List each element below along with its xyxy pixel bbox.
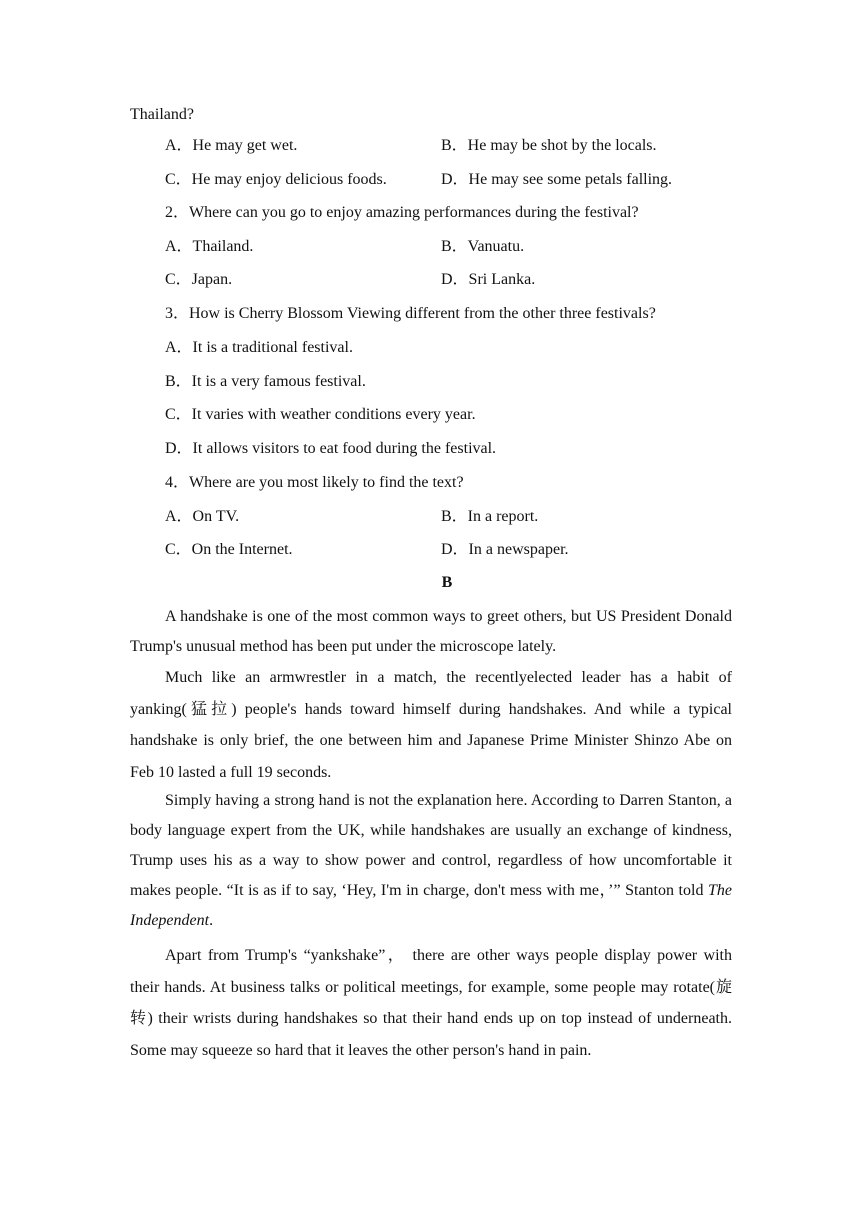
q4-option-d: D．In a newspaper. (441, 541, 569, 558)
q1-option-c: C．He may enjoy delicious foods. (165, 171, 387, 188)
q3-stem: 3．How is Cherry Blossom Viewing different from the other three festivals? (165, 305, 656, 322)
section-b-title: B (441, 574, 453, 591)
q2-option-c: C．Japan. (165, 271, 233, 288)
q2-option-b: B．Vanuatu. (441, 238, 525, 255)
q3-option-b: B．It is a very famous festival. (165, 373, 366, 390)
q1-option-b: B．He may be shot by the locals. (441, 137, 657, 154)
paragraph-1 (130, 602, 732, 662)
q4-option-c: C．On the Internet. (165, 541, 293, 558)
source-publication: The Independent (130, 882, 732, 929)
paragraph-3-main: Simply having a strong hand is not the explanation here. According to Darren Stanton, a body language expert from the UK, while handshakes are usually an exchange of kindness, Trump uses his as a way to show power and control, regardless of how uncomfortable it makes people. “It is as if to say, ‘Hey, I'm in charge, don't mess with me，’” Stanton told (130, 792, 732, 899)
paragraph-1-text: A handshake is one of the most common ways to greet others, but US President Donald Trump's unusual method has been put under the microscope lately. (130, 608, 732, 655)
q4-option-b: B．In a report. (441, 508, 539, 525)
paragraph-2-text: Much like an armwrestler in a match, the recentlyelected leader has a habit of yanking(猛拉) people's hands toward himself during handshakes. And while a typical handshake is only brief, the one between him and Japanese Prime Minister Shinzo Abe on Feb 10 lasted a full 19 seconds. (130, 669, 732, 781)
q3-option-d: D．It allows visitors to eat food during the festival. (165, 440, 497, 457)
q2-option-a: A．Thailand. (165, 238, 254, 255)
q4-option-a: A．On TV. (165, 508, 240, 525)
q4-stem: 4．Where are you most likely to find the text? (165, 474, 464, 491)
q1-stem-tail: Thailand? (130, 106, 194, 123)
q3-option-a: A．It is a traditional festival. (165, 339, 353, 356)
paragraph-3-end: . (209, 912, 214, 929)
q1-option-a: A．He may get wet. (165, 137, 298, 154)
q1-option-d: D．He may see some petals falling. (441, 171, 673, 188)
paragraph-2 (130, 662, 732, 788)
paragraph-3 (130, 786, 732, 936)
q3-option-c: C．It varies with weather conditions every year. (165, 406, 476, 423)
paragraph-4-text: Apart from Trump's “yankshake”， there are other ways people display power with their hands. At business talks or political meetings, for example, some people may rotate(旋转) their wrists during handshakes so that their hand ends up on top instead of underneath. Some may squeeze so hard that it leaves the other person's hand in pain. (130, 947, 732, 1059)
paragraph-4 (130, 940, 732, 1066)
q2-stem: 2．Where can you go to enjoy amazing performances during the festival? (165, 204, 639, 221)
q2-option-d: D．Sri Lanka. (441, 271, 536, 288)
paragraph-3-text (130, 786, 732, 936)
